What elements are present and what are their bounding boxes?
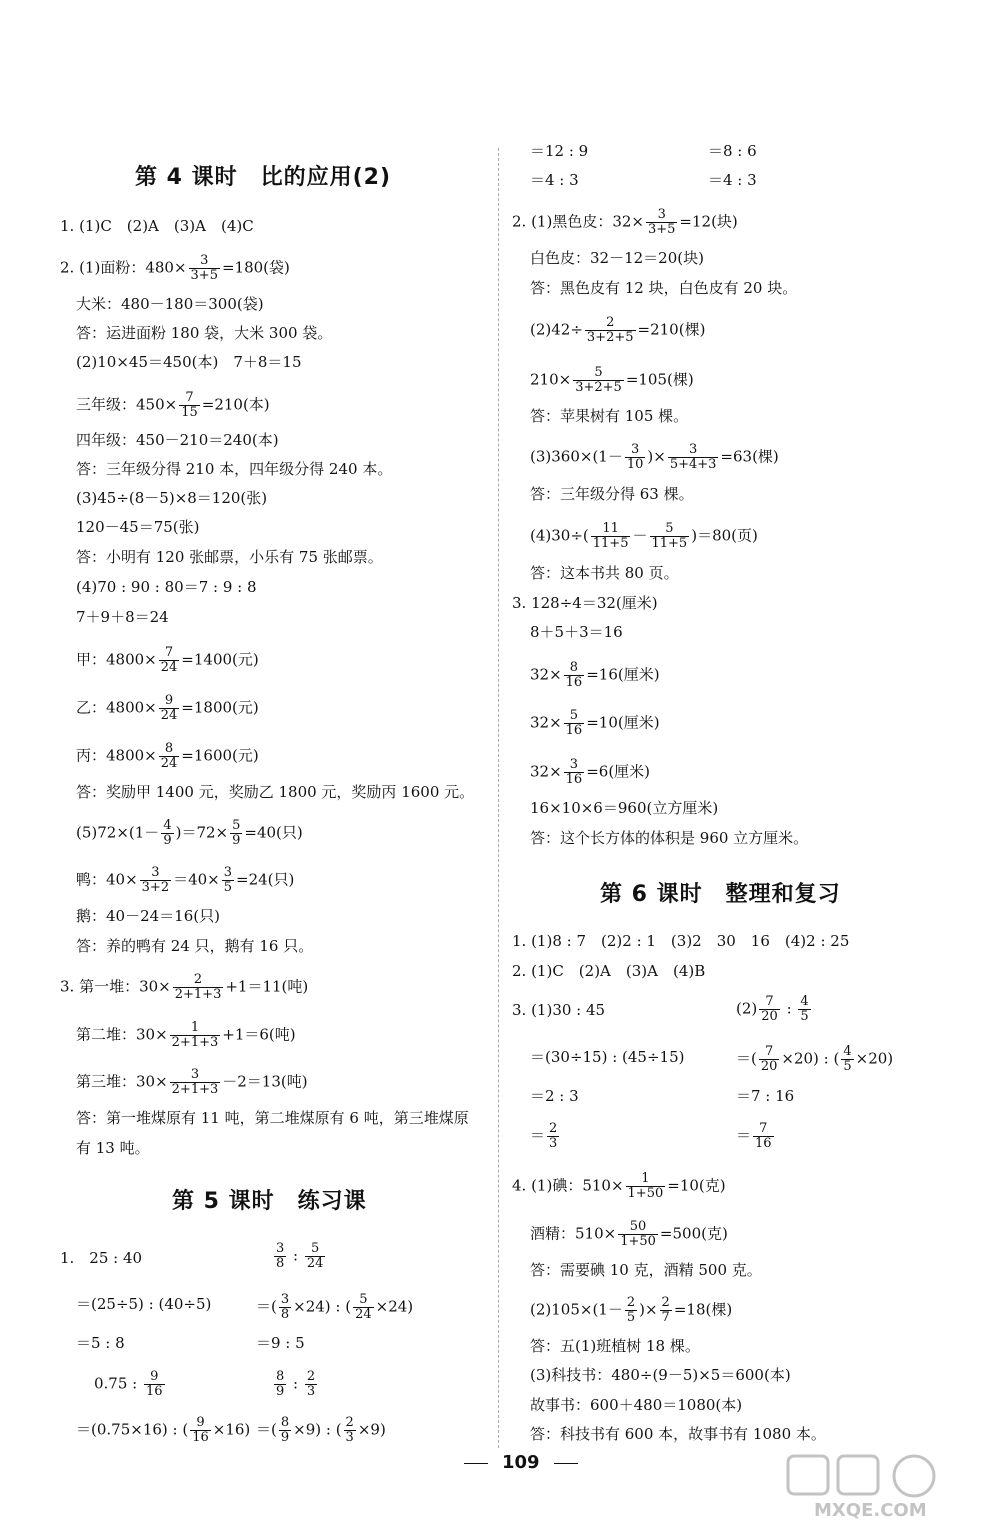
- answer-line: (3)科技书：480÷(9－5)×5＝600(本): [530, 1366, 791, 1384]
- answer-line: (3)45÷(8－5)×8＝120(张): [76, 489, 268, 507]
- answer-line: 答：运进面粉 180 袋，大米 300 袋。: [76, 324, 333, 342]
- answer-line: ＝5 : 8: [76, 1334, 125, 1352]
- answer-line: (4)70 : 90 : 80＝7 : 9 : 8: [76, 578, 257, 596]
- watermark-text: MXQE.COM: [814, 1500, 927, 1521]
- answer-line: 答：奖励甲 1400 元，奖励乙 1800 元，奖励丙 1600 元。: [76, 783, 475, 801]
- answer-line: ＝7 : 16: [736, 1087, 795, 1105]
- answer-line: 8＋5＋3＝16: [530, 623, 623, 641]
- answer-line: ＝( $\frac{7}{20}$ ×20) : ( $\frac{4}{5}$ ×20): [736, 1044, 894, 1074]
- answer-line: 四年级：450－210＝240(本): [76, 431, 279, 449]
- page-number: 109: [450, 1452, 592, 1473]
- answer-line: 答：养的鸭有 24 只，鹅有 16 只。: [76, 937, 314, 955]
- answer-line: 32× $\frac{5}{16}$ =10(厘米): [530, 708, 660, 738]
- answer-line: 答：需要碘 10 克，酒精 500 克。: [530, 1261, 762, 1279]
- answer-line: 1. (1)8 : 7 (2)2 : 1 (3)2 30 16 (4)2 : 25: [512, 932, 850, 950]
- watermark-logo: [784, 1452, 994, 1522]
- answer-line: 酒精：510× $\frac{50}{1+50}$ =500(克): [530, 1219, 728, 1249]
- answer-line: 甲：4800× $\frac{7}{24}$ =1400(元): [76, 645, 259, 675]
- answer-line: 32× $\frac{8}{16}$ =16(厘米): [530, 660, 660, 690]
- answer-line: 第三堆：30× $\frac{3}{2+1+3}$ －2＝13(吨): [76, 1067, 308, 1097]
- answer-line: 答：科技书有 600 本，故事书有 1080 本。: [530, 1425, 826, 1443]
- answer-line: (2)105×(1－ $\frac{2}{5}$ )× $\frac{2}{7}$ =18(棵): [530, 1295, 733, 1325]
- answer-line: ＝(25÷5) : (40÷5): [76, 1295, 212, 1313]
- answer-line: 大米：480－180＝300(袋): [76, 295, 264, 313]
- answer-line: 答：黑色皮有 12 块，白色皮有 20 块。: [530, 279, 798, 297]
- answer-line: 答：三年级分得 210 本，四年级分得 240 本。: [76, 460, 393, 478]
- answer-line: 答：这个长方体的体积是 960 立方厘米。: [530, 829, 809, 847]
- dash-right: [554, 1463, 578, 1464]
- answer-line: 210× $\frac{5}{3+2+5}$ =105(棵): [530, 365, 694, 395]
- answer-line: (5)72×(1－ $\frac{4}{9}$ )＝72× $\frac{5}{9}$ =40(只): [76, 818, 303, 848]
- answer-line: ＝ $\frac{7}{16}$: [736, 1121, 772, 1151]
- answer-line: 1. (1)C (2)A (3)A (4)C: [60, 217, 254, 235]
- answer-line: 3. (1)30 : 45: [512, 1001, 606, 1019]
- answer-line: ＝4 : 3: [530, 171, 579, 189]
- answer-line: 2. (1)黑色皮：32× $\frac{3}{3+5}$ =12(块): [512, 207, 738, 237]
- answer-line: (2)10×45＝450(本) 7＋8＝15: [76, 353, 302, 371]
- answer-line: 乙：4800× $\frac{9}{24}$ =1800(元): [76, 693, 259, 723]
- answer-line: ＝( $\frac{3}{8}$ ×24) : ( $\frac{5}{24}$ ×24): [256, 1292, 414, 1322]
- lesson-4-heading: 第 4 课时 比的应用(2): [135, 165, 392, 190]
- answer-line: 三年级：450× $\frac{7}{15}$ =210(本): [76, 390, 270, 420]
- answer-line: 答：苹果树有 105 棵。: [530, 407, 689, 425]
- answer-line: (2)42÷ $\frac{2}{3+2+5}$ =210(棵): [530, 315, 706, 345]
- answer-line: ＝4 : 3: [708, 171, 757, 189]
- answer-line: ＝12 : 9: [530, 142, 589, 160]
- dash-left: [464, 1463, 488, 1464]
- answer-line: 有 13 吨。: [76, 1139, 150, 1157]
- answer-line: 答：这本书共 80 页。: [530, 564, 679, 582]
- answer-line: 3. 第一堆：30× $\frac{2}{2+1+3}$ +1＝11(吨): [60, 972, 309, 1002]
- answer-line: (2) $\frac{7}{20}$ : $\frac{4}{5}$: [736, 994, 809, 1024]
- answer-line: 鸭：40× $\frac{3}{3+2}$ ＝40× $\frac{3}{5}$ =24(只): [76, 865, 295, 895]
- answer-line: 2. (1)C (2)A (3)A (4)B: [512, 962, 706, 980]
- answer-line: 16×10×6＝960(立方厘米): [530, 799, 719, 817]
- answer-line: 故事书：600＋480＝1080(本): [530, 1396, 743, 1414]
- answer-line: (3)360×(1－ $\frac{3}{10}$ )× $\frac{3}{5+4+3}$ =63(棵): [530, 442, 779, 472]
- answer-line: (4)30÷( $\frac{11}{11+5}$ － $\frac{5}{11+5}$ )＝80(页): [530, 521, 758, 551]
- answer-line: 4. (1)碘：510× $\frac{1}{1+50}$ =10(克): [512, 1171, 726, 1201]
- answer-line: 120－45＝75(张): [76, 518, 200, 536]
- answer-line: 32× $\frac{3}{16}$ =6(厘米): [530, 757, 651, 787]
- answer-line: 答：三年级分得 63 棵。: [530, 485, 694, 503]
- answer-line: ＝(0.75×16) : ( $\frac{9}{16}$ ×16): [76, 1415, 251, 1445]
- answer-line: 第二堆：30× $\frac{1}{2+1+3}$ +1＝6(吨): [76, 1020, 296, 1050]
- answer-line: 白色皮：32－12＝20(块): [530, 249, 704, 267]
- answer-line: 鹅：40－24＝16(只): [76, 907, 220, 925]
- answer-line: ＝2 : 3: [530, 1087, 579, 1105]
- answer-line: ＝ $\frac{2}{3}$: [530, 1121, 558, 1151]
- lesson-6-heading: 第 6 课时 整理和复习: [600, 882, 841, 907]
- answer-line: 答：小明有 120 张邮票，小乐有 75 张邮票。: [76, 548, 383, 566]
- answer-line: 1. 25 : 40: [60, 1249, 143, 1267]
- answer-line: ＝(30÷15) : (45÷15): [530, 1048, 685, 1066]
- answer-line: 7＋9＋8＝24: [76, 608, 169, 626]
- answer-line: $\frac{3}{8}$ : $\frac{5}{24}$: [276, 1241, 324, 1271]
- answer-line: 答：五(1)班植树 18 棵。: [530, 1337, 700, 1355]
- answer-line: 2. (1)面粉：480× $\frac{3}{3+5}$ =180(袋): [60, 253, 290, 283]
- answer-line: 答：第一堆煤原有 11 吨，第二堆煤原有 6 吨，第三堆煤原: [76, 1109, 469, 1127]
- answer-line: $\frac{8}{9}$ : $\frac{2}{3}$: [276, 1369, 316, 1399]
- answer-line: 3. 128÷4＝32(厘米): [512, 594, 658, 612]
- answer-line: ＝( $\frac{8}{9}$ ×9) : ( $\frac{2}{3}$ ×9): [256, 1415, 386, 1445]
- column-divider: [498, 148, 499, 1448]
- answer-line: 0.75 : $\frac{9}{16}$: [94, 1369, 163, 1399]
- answer-line: ＝9 : 5: [256, 1334, 305, 1352]
- answer-line: 丙：4800× $\frac{8}{24}$ =1600(元): [76, 741, 259, 771]
- answer-line: ＝8 : 6: [708, 142, 757, 160]
- lesson-5-heading: 第 5 课时 练习课: [172, 1189, 367, 1214]
